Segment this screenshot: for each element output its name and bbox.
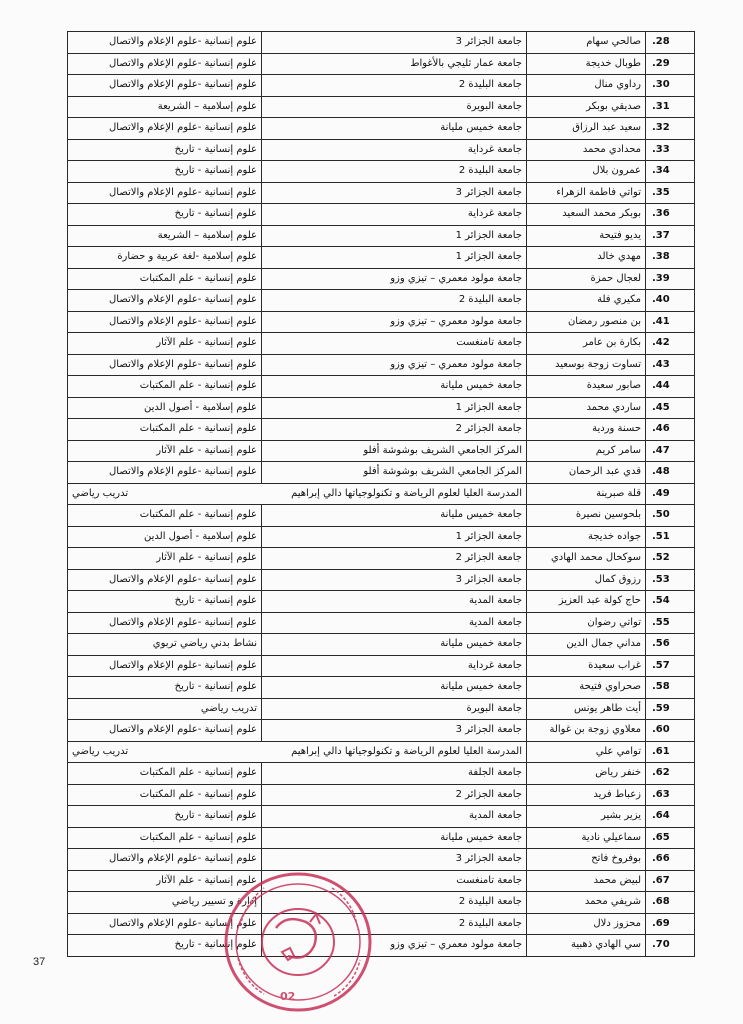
institution: جامعة البليدة 2 (262, 913, 527, 935)
institution: جامعة الجزائر 3 (262, 849, 527, 871)
specialty: علوم إسلامية - أصول الدين (68, 526, 262, 548)
specialty: علوم إنسانية - علم المكتبات (68, 268, 262, 290)
row-number: .31 (646, 96, 695, 118)
candidate-name: محزوز دلال (527, 913, 646, 935)
table-row (68, 204, 695, 226)
table-row (68, 96, 695, 118)
table-row (68, 268, 695, 290)
table-row (68, 118, 695, 140)
table-row (68, 139, 695, 161)
row-number: .56 (646, 634, 695, 656)
specialty: علوم إنسانية - تاريخ (68, 204, 262, 226)
candidate-name: بكارة بن عامر (527, 333, 646, 355)
institution: جامعة خميس مليانة (262, 118, 527, 140)
candidate-name: خنفر رياض (527, 763, 646, 785)
candidate-name: غراب سعيدة (527, 655, 646, 677)
specialty: علوم إنسانية - علم المكتبات (68, 827, 262, 849)
row-number: .49 (646, 483, 695, 505)
institution: جامعة غرداية (262, 655, 527, 677)
row-number: .32 (646, 118, 695, 140)
table-row (68, 419, 695, 441)
candidate-name: زعباط فريد (527, 784, 646, 806)
specialty: علوم إسلامية – الشريعة (68, 225, 262, 247)
table-row (68, 741, 695, 763)
institution: جامعة خميس مليانة (262, 634, 527, 656)
candidate-name: شريفي محمد (527, 892, 646, 914)
institution: جامعة الجزائر 1 (262, 397, 527, 419)
row-number: .43 (646, 354, 695, 376)
candidate-name: سماعيلي نادية (527, 827, 646, 849)
institution: جامعة الجزائر 3 (262, 182, 527, 204)
table-row (68, 440, 695, 462)
institution: جامعة تامنغست (262, 870, 527, 892)
specialty: علوم إنسانية - علم المكتبات (68, 763, 262, 785)
row-number: .29 (646, 53, 695, 75)
specialty: علوم إسلامية - أصول الدين (68, 397, 262, 419)
specialty: علوم إنسانية -علوم الإعلام والاتصال (68, 75, 262, 97)
row-number: .37 (646, 225, 695, 247)
specialty: علوم إنسانية - علم الآثار (68, 870, 262, 892)
candidate-name: لبيض محمد (527, 870, 646, 892)
candidate-name: رزوق كمال (527, 569, 646, 591)
table-row (68, 290, 695, 312)
specialty: تدريب رياضي (72, 745, 129, 757)
row-number: .40 (646, 290, 695, 312)
candidate-name: يديو فتيحة (527, 225, 646, 247)
candidate-name: ساردي محمد (527, 397, 646, 419)
institution: جامعة البليدة 2 (262, 290, 527, 312)
table-row (68, 913, 695, 935)
candidate-name: قدي عبد الرحمان (527, 462, 646, 484)
candidate-name: سوكحال محمد الهادي (527, 548, 646, 570)
table-row (68, 225, 695, 247)
institution: جامعة مولود معمري – تيزي وزو (262, 935, 527, 957)
candidate-name: أيت طاهر يونس (527, 698, 646, 720)
specialty: علوم إنسانية - تاريخ (68, 806, 262, 828)
row-number: .30 (646, 75, 695, 97)
institution: جامعة الجزائر 1 (262, 526, 527, 548)
row-number: .47 (646, 440, 695, 462)
table-row (68, 32, 695, 54)
table-row (68, 483, 695, 505)
table-row (68, 569, 695, 591)
table-row (68, 591, 695, 613)
row-number: .42 (646, 333, 695, 355)
candidate-name: يزير بشير (527, 806, 646, 828)
institution: جامعة الجلفة (262, 763, 527, 785)
specialty: إدارة و تسيير رياضي (68, 892, 262, 914)
row-number: .38 (646, 247, 695, 269)
row-number: .58 (646, 677, 695, 699)
specialty: علوم إنسانية -علوم الإعلام والاتصال (68, 612, 262, 634)
table-body (68, 32, 695, 957)
candidate-name: توامي علي (527, 741, 646, 763)
row-number: .55 (646, 612, 695, 634)
specialty: علوم إنسانية - علم الآثار (68, 548, 262, 570)
institution: جامعة الجزائر 1 (262, 225, 527, 247)
table-row (68, 505, 695, 527)
institution: جامعة البويرة (262, 698, 527, 720)
institution: جامعة عمار ثليجي بالأغواط (262, 53, 527, 75)
specialty: علوم إنسانية - تاريخ (68, 139, 262, 161)
table-row (68, 655, 695, 677)
table-row (68, 827, 695, 849)
table-row (68, 634, 695, 656)
specialty: علوم إنسانية - علم المكتبات (68, 419, 262, 441)
candidate-name: بوفروخ فاتح (527, 849, 646, 871)
candidates-table (67, 31, 695, 957)
specialty: علوم إنسانية - علم المكتبات (68, 784, 262, 806)
table-row (68, 161, 695, 183)
row-number: .59 (646, 698, 695, 720)
specialty: علوم إنسانية - علم المكتبات (68, 505, 262, 527)
row-number: .52 (646, 548, 695, 570)
institution: جامعة غرداية (262, 204, 527, 226)
specialty: علوم إنسانية -علوم الإعلام والاتصال (68, 53, 262, 75)
row-number: .34 (646, 161, 695, 183)
candidate-name: صحراوي فتيحة (527, 677, 646, 699)
specialty: علوم إنسانية - تاريخ (68, 935, 262, 957)
specialty: تدريب رياضي (72, 487, 129, 499)
specialty: علوم إنسانية -علوم الإعلام والاتصال (68, 354, 262, 376)
row-number: .46 (646, 419, 695, 441)
specialty: علوم إنسانية - تاريخ (68, 591, 262, 613)
institution: جامعة الجزائر 2 (262, 548, 527, 570)
row-number: .63 (646, 784, 695, 806)
candidate-name: صالحي سهام (527, 32, 646, 54)
row-number: .36 (646, 204, 695, 226)
specialty: نشاط بدني رياضي تربوي (68, 634, 262, 656)
institution: جامعة البويرة (262, 96, 527, 118)
table-row (68, 462, 695, 484)
institution: جامعة البليدة 2 (262, 75, 527, 97)
row-number: .65 (646, 827, 695, 849)
institution: جامعة المدية (262, 806, 527, 828)
row-number: .45 (646, 397, 695, 419)
row-number: .48 (646, 462, 695, 484)
candidate-name: صابور سعيدة (527, 376, 646, 398)
institution: المركز الجامعي الشريف بوشوشة أفلو (262, 440, 527, 462)
row-number: .69 (646, 913, 695, 935)
row-number: .33 (646, 139, 695, 161)
row-number: .62 (646, 763, 695, 785)
institution: المركز الجامعي الشريف بوشوشة أفلو (262, 462, 527, 484)
candidate-name: مداني جمال الدين (527, 634, 646, 656)
institution: جامعة المدية (262, 591, 527, 613)
row-number: .35 (646, 182, 695, 204)
specialty: علوم إنسانية -علوم الإعلام والاتصال (68, 311, 262, 333)
table-row (68, 526, 695, 548)
table-row (68, 870, 695, 892)
institution: جامعة الجزائر 1 (262, 247, 527, 269)
institution: جامعة الجزائر 2 (262, 784, 527, 806)
specialty: علوم إنسانية -علوم الإعلام والاتصال (68, 32, 262, 54)
candidate-name: حاج كولة عبد العزيز (527, 591, 646, 613)
row-number: .61 (646, 741, 695, 763)
candidate-name: سي الهادي ذهبية (527, 935, 646, 957)
institution: جامعة خميس مليانة (262, 376, 527, 398)
candidate-name: محدادي محمد (527, 139, 646, 161)
table-row (68, 354, 695, 376)
specialty: تدريب رياضي (68, 698, 262, 720)
candidate-name: رداوي منال (527, 75, 646, 97)
specialty: علوم إنسانية -علوم الإعلام والاتصال (68, 290, 262, 312)
specialty: علوم إنسانية -علوم الإعلام والاتصال (68, 118, 262, 140)
candidate-name: تساوت زوجة بوسعيد (527, 354, 646, 376)
row-number: .51 (646, 526, 695, 548)
specialty: علوم إنسانية -علوم الإعلام والاتصال (68, 462, 262, 484)
table-row (68, 548, 695, 570)
table-row (68, 75, 695, 97)
row-number: .60 (646, 720, 695, 742)
row-number: .68 (646, 892, 695, 914)
row-number: .70 (646, 935, 695, 957)
table-row (68, 612, 695, 634)
candidate-name: حسنة وردية (527, 419, 646, 441)
institution-text: المدرسة العليا لعلوم الرياضة و تكنولوجياتها دالي إبراهيم (291, 745, 522, 757)
candidate-name: تواتي فاطمة الزهراء (527, 182, 646, 204)
institution: جامعة خميس مليانة (262, 827, 527, 849)
row-number: .57 (646, 655, 695, 677)
row-number: .50 (646, 505, 695, 527)
institution: جامعة المدية (262, 612, 527, 634)
candidate-name: بلحوسين نصيرة (527, 505, 646, 527)
specialty: علوم إنسانية -علوم الإعلام والاتصال (68, 913, 262, 935)
candidate-name: صديقي بوبكر (527, 96, 646, 118)
candidate-name: تواتي رضوان (527, 612, 646, 634)
specialty: علوم إنسانية - علم الآثار (68, 440, 262, 462)
row-number: .64 (646, 806, 695, 828)
candidate-name: بوبكر محمد السعيد (527, 204, 646, 226)
candidate-name: معلاوي زوجة بن غوالة (527, 720, 646, 742)
row-number: .54 (646, 591, 695, 613)
table-row (68, 397, 695, 419)
institution: جامعة الجزائر 2 (262, 419, 527, 441)
candidate-name: عمرون بلال (527, 161, 646, 183)
table-row (68, 720, 695, 742)
specialty: علوم إنسانية -علوم الإعلام والاتصال (68, 720, 262, 742)
specialty: علوم إنسانية -علوم الإعلام والاتصال (68, 849, 262, 871)
institution-text: المدرسة العليا لعلوم الرياضة و تكنولوجياتها دالي إبراهيم (291, 487, 522, 499)
table-row (68, 311, 695, 333)
table-row (68, 806, 695, 828)
specialty: علوم إنسانية -علوم الإعلام والاتصال (68, 655, 262, 677)
row-number: .67 (646, 870, 695, 892)
specialty: علوم إنسانية - تاريخ (68, 677, 262, 699)
candidate-name: بن منصور رمضان (527, 311, 646, 333)
candidate-name: قلة صبرينة (527, 483, 646, 505)
specialty: علوم إنسانية - علم المكتبات (68, 376, 262, 398)
specialty: علوم إسلامية – الشريعة (68, 96, 262, 118)
institution: جامعة خميس مليانة (262, 677, 527, 699)
specialty: علوم إنسانية -علوم الإعلام والاتصال (68, 569, 262, 591)
institution: جامعة غرداية (262, 139, 527, 161)
candidate-name: سعيد عبد الرزاق (527, 118, 646, 140)
row-number: .44 (646, 376, 695, 398)
institution: جامعة مولود معمري – تيزي وزو (262, 311, 527, 333)
candidate-name: مهدي خالد (527, 247, 646, 269)
candidate-name: لعجال حمزة (527, 268, 646, 290)
table-row (68, 784, 695, 806)
institution: جامعة البليدة 2 (262, 892, 527, 914)
institution: جامعة البليدة 2 (262, 161, 527, 183)
specialty: علوم إسلامية -لغة عربية و حضارة (68, 247, 262, 269)
table-row (68, 376, 695, 398)
candidate-name: جواده خديجة (527, 526, 646, 548)
table-row (68, 892, 695, 914)
institution: جامعة الجزائر 3 (262, 32, 527, 54)
page-number: 37 (33, 956, 46, 968)
institution: جامعة تامنغست (262, 333, 527, 355)
row-number: .66 (646, 849, 695, 871)
candidate-name: طوبال خديجة (527, 53, 646, 75)
specialty: علوم إنسانية - تاريخ (68, 161, 262, 183)
table-row (68, 677, 695, 699)
table-row (68, 182, 695, 204)
candidate-name: مكيري فلة (527, 290, 646, 312)
table-row (68, 698, 695, 720)
institution: جامعة مولود معمري – تيزي وزو (262, 354, 527, 376)
institution (68, 483, 527, 505)
table-row (68, 935, 695, 957)
institution (68, 741, 527, 763)
table-row (68, 333, 695, 355)
institution: جامعة الجزائر 3 (262, 569, 527, 591)
row-number: .41 (646, 311, 695, 333)
row-number: .39 (646, 268, 695, 290)
table-row (68, 247, 695, 269)
specialty: علوم إنسانية - علم الآثار (68, 333, 262, 355)
row-number: .28 (646, 32, 695, 54)
specialty: علوم إنسانية -علوم الإعلام والاتصال (68, 182, 262, 204)
table-row (68, 53, 695, 75)
institution: جامعة الجزائر 3 (262, 720, 527, 742)
table-row (68, 763, 695, 785)
row-number: .53 (646, 569, 695, 591)
table-row (68, 849, 695, 871)
candidate-name: سامر كريم (527, 440, 646, 462)
stamp-code: 02 (280, 990, 296, 1003)
institution: جامعة مولود معمري – تيزي وزو (262, 268, 527, 290)
institution: جامعة خميس مليانة (262, 505, 527, 527)
